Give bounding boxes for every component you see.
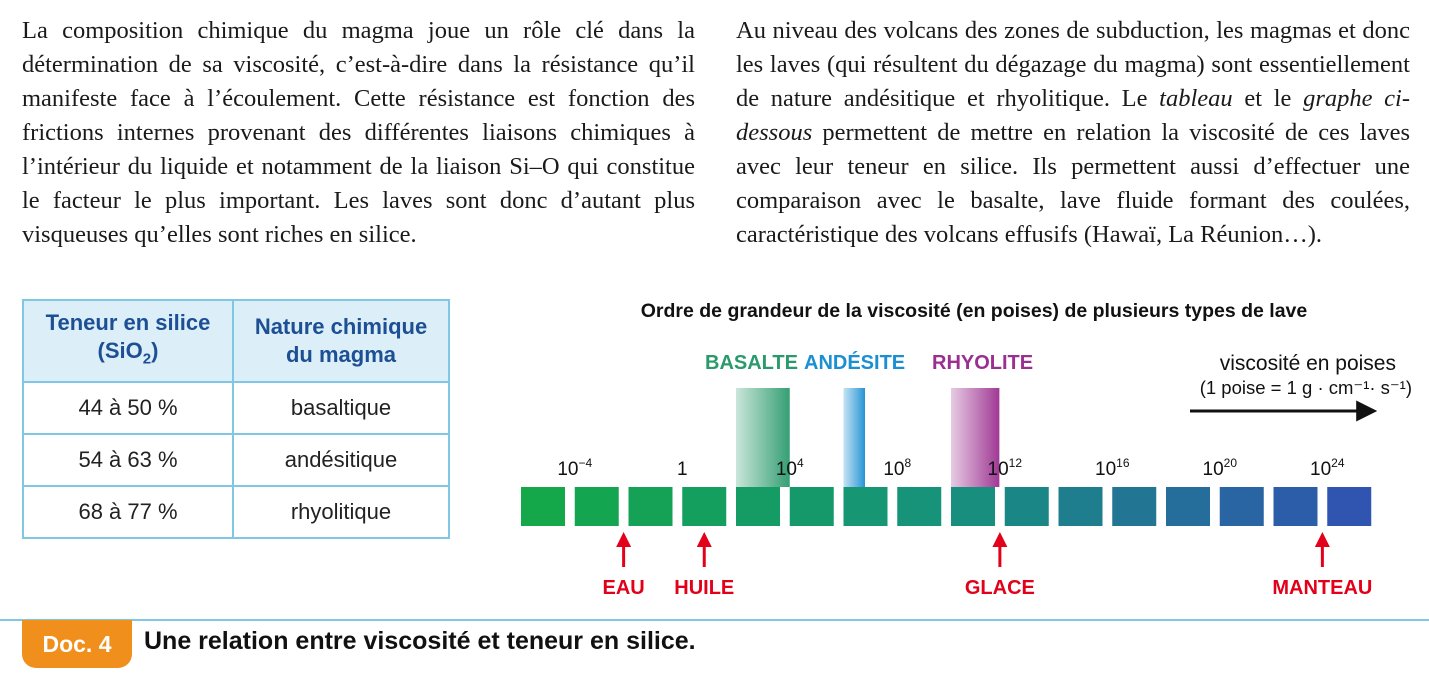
- reference-label: HUILE: [674, 577, 735, 599]
- header-line: (SiO: [97, 337, 143, 363]
- cell-nature: rhyolitique: [233, 486, 449, 538]
- subscript: 2: [142, 350, 152, 368]
- tick-label: $10^{24}$: [1310, 456, 1345, 480]
- tick-label: $10^{20}$: [1202, 456, 1237, 480]
- scale-segment: [951, 487, 995, 526]
- doc-badge: Doc. 4: [22, 620, 132, 668]
- reference-label: EAU: [602, 577, 645, 599]
- text-emphasis-tableau: tableau: [1159, 85, 1233, 112]
- scale-segment: [521, 487, 565, 526]
- header-line: du magma: [285, 342, 397, 367]
- scale-segment: [1274, 487, 1318, 526]
- text-segment: Au niveau des volcans des zones de subduction, les magmas et donc les laves (qui résultent du dégazage du magma) sont essentiellement de nature andésitique et rhyolitique. Le: [736, 17, 1410, 112]
- caption-rule: [0, 619, 1429, 621]
- reference-label: GLACE: [964, 577, 1035, 599]
- tick-label: $10^{16}$: [1095, 456, 1130, 480]
- tick-label: $10^8$: [883, 456, 912, 480]
- cell-silica: 68 à 77 %: [23, 486, 233, 538]
- text-segment: et le: [1232, 85, 1304, 112]
- text-emphasis-graphe: graphe ci-dessous: [736, 85, 1410, 146]
- text-segment: permettent de mettre en relation la viscosité de ces laves avec leur teneur en silice. Ils permettent aussi d’effectuer une comparaison avec le basalte, lave fluide formant des coulées, caractéristique des volcans effusifs (Hawaï, La Réunion…).: [736, 119, 1410, 248]
- cell-silica: 44 à 50 %: [23, 382, 233, 434]
- scale-segment: [629, 487, 673, 526]
- tick-label: $10^{-4}$: [557, 456, 593, 480]
- scale-segment: [897, 487, 941, 526]
- scale-segment: [1327, 487, 1371, 526]
- scale-segment: [682, 487, 726, 526]
- scale-segment: [844, 487, 888, 526]
- header-line: ): [151, 337, 159, 363]
- scale-segment: [575, 487, 619, 526]
- cell-nature: andésitique: [233, 434, 449, 486]
- scale-segment: [1112, 487, 1156, 526]
- scale-segment: [1220, 487, 1264, 526]
- header-line: Teneur en silice: [45, 309, 211, 335]
- doc-caption: Une relation entre viscosité et teneur en silice.: [144, 627, 696, 655]
- cell-silica: 54 à 63 %: [23, 434, 233, 486]
- header-line: Nature chimique: [254, 314, 428, 339]
- axis-title: viscosité en poises: [1219, 352, 1396, 375]
- cell-nature: basaltique: [233, 382, 449, 434]
- lava-label: BASALTE: [705, 352, 798, 374]
- scale-segment: [1005, 487, 1049, 526]
- chart-title: Ordre de grandeur de la viscosité (en poises) de plusieurs types de lave: [640, 300, 1308, 322]
- lava-label: ANDÉSITE: [804, 352, 906, 374]
- scale-segment: [790, 487, 834, 526]
- tick-label: $10^{12}$: [987, 456, 1022, 480]
- axis-unit-note: (1 poise = 1 g · cm⁻¹· s⁻¹): [1199, 377, 1412, 398]
- scale-segment: [736, 487, 780, 526]
- tick-label: $10^4$: [775, 456, 804, 480]
- tick-label: 1: [676, 459, 688, 480]
- reference-label: MANTEAU: [1272, 577, 1373, 599]
- scale-segment: [1059, 487, 1103, 526]
- intro-paragraph-left: La composition chimique du magma joue un rôle clé dans la détermination de sa viscosité, c’est-à-dire dans la résistance qu’il manifeste face à l’écoulement. Cette résistance est fonction des frictions internes provenant des différentes liaisons chimiques à l’intérieur du liquide et notamment de la liaison Si–O qui constitue le facteur le plus important. Les laves sont donc d’autant plus visqueuses qu’elles sont riches en silice.: [22, 17, 695, 248]
- lava-range-andésite: [844, 388, 866, 487]
- scale-segment: [1166, 487, 1210, 526]
- lava-label: RHYOLITE: [932, 352, 1034, 374]
